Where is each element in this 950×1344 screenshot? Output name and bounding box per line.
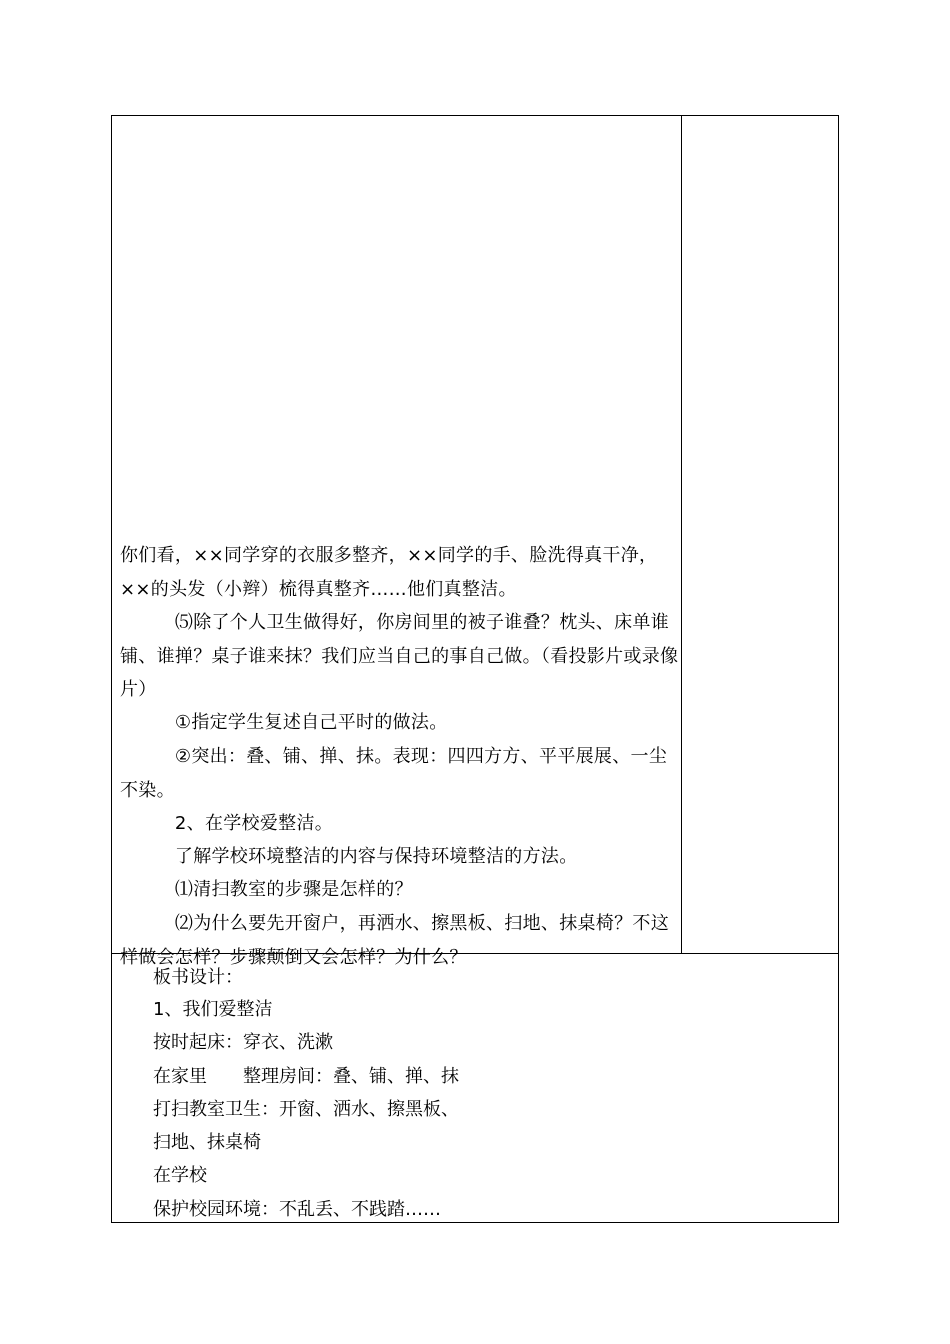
lesson-paragraph: 了解学校环境整洁的内容与保持环境整洁的方法。 bbox=[120, 846, 578, 867]
board-design-title: 板书设计： bbox=[153, 967, 243, 988]
board-line: 打扫教室卫生：开窗、洒水、擦黑板、 bbox=[153, 1099, 459, 1120]
lesson-paragraph: ①指定学生复述自己平时的做法。 bbox=[120, 712, 448, 733]
lesson-paragraph: ⑵为什么要先开窗户，再洒水、擦黑板、扫地、抹桌椅？不这样做会怎样？步骤颠倒又会怎样？为什么？ bbox=[120, 913, 669, 968]
board-line: 在家里 整理房间：叠、铺、掸、抹 bbox=[153, 1066, 459, 1087]
lesson-paragraph: ②突出：叠、铺、掸、抹。表现：四四方方、平平展展、一尘不染。 bbox=[120, 746, 668, 801]
board-line: 在学校 bbox=[153, 1165, 207, 1186]
lesson-paragraph: 你们看，××同学穿的衣服多整齐，××同学的手、脸洗得真干净，××的头发（小辫）梳得真整齐……他们真整洁。 bbox=[120, 545, 658, 600]
column-divider bbox=[681, 115, 682, 954]
table-top-border bbox=[111, 115, 839, 116]
lesson-paragraph: ⑸除了个人卫生做得好，你房间里的被子谁叠？枕头、床单谁铺、谁掸？桌子谁来抹？我们应当自己的事自己做。（看投影片或录像片） bbox=[120, 612, 679, 700]
lesson-paragraph: 2、在学校爱整洁。 bbox=[120, 813, 334, 834]
lesson-paragraph: ⑴清扫教室的步骤是怎样的？ bbox=[120, 879, 413, 900]
table-right-border bbox=[838, 115, 839, 1223]
board-line: 扫地、抹桌椅 bbox=[153, 1132, 261, 1153]
board-line: 按时起床：穿衣、洗漱 bbox=[153, 1032, 333, 1053]
table-left-border bbox=[111, 115, 112, 1223]
board-line: 保护校园环境：不乱丢、不践踏…… bbox=[153, 1199, 441, 1220]
board-line: 1、我们爱整洁 bbox=[153, 999, 273, 1020]
